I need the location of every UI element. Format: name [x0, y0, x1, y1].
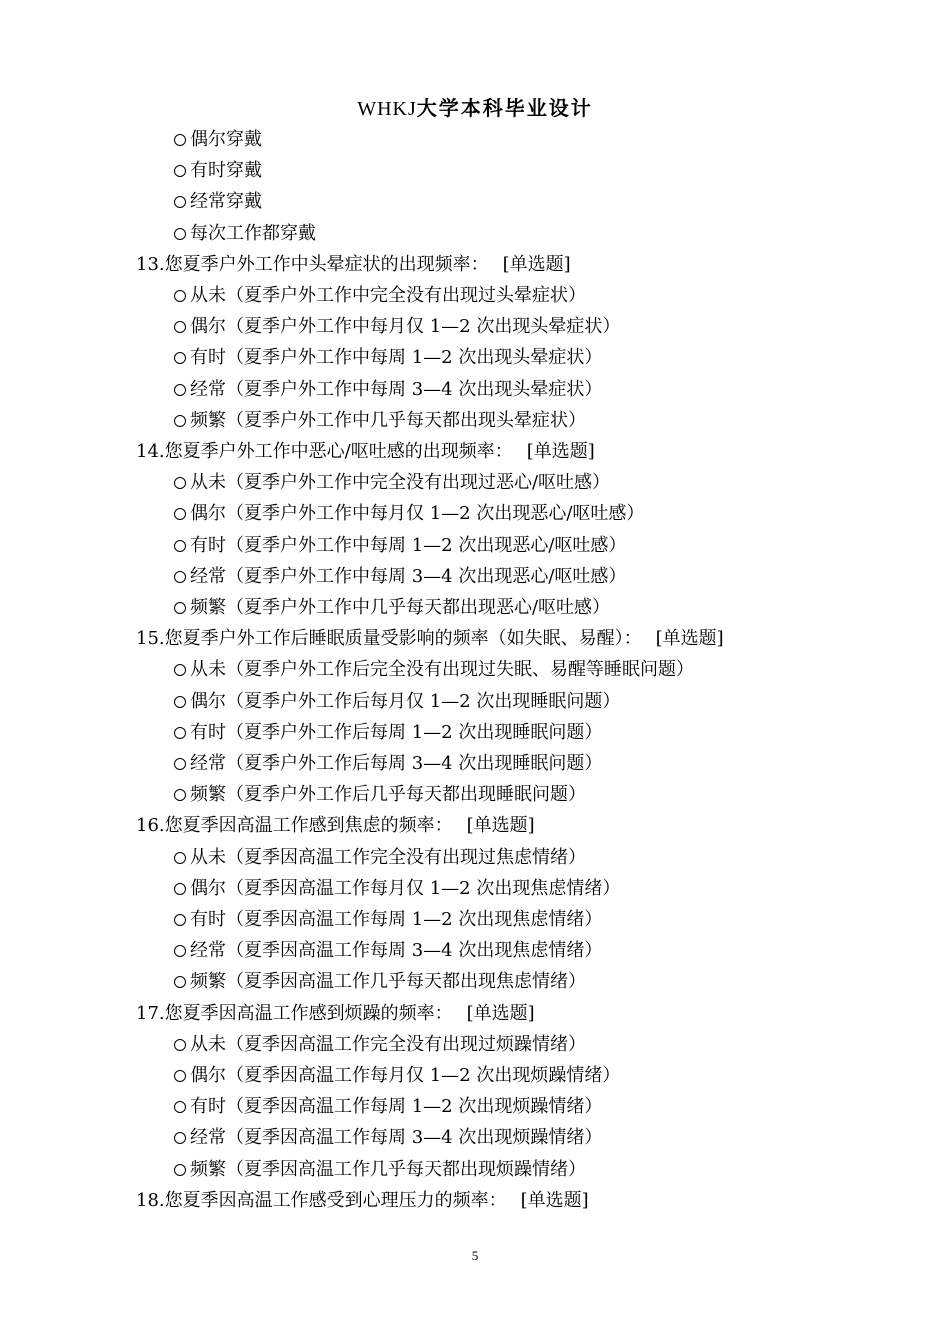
answer-option [174, 1063, 620, 1089]
option-label: 经常（夏季因高温工作每周 3—4 次出现焦虑情绪） [190, 940, 603, 962]
option-label: 每次工作都穿戴 [190, 222, 316, 244]
radio-circle-icon[interactable] [174, 477, 186, 489]
header-latin-text: WHKJ [357, 98, 417, 120]
answer-option [174, 751, 602, 777]
answer-option [174, 969, 586, 995]
page-header [0, 94, 950, 123]
option-label: 有时（夏季因高温工作每周 1—2 次出现焦虑情绪） [190, 909, 603, 930]
option-label: 有时（夏季户外工作中每周 1—2 次出现恶心/呕吐感） [190, 534, 627, 556]
answer-option [174, 470, 610, 496]
answer-option [174, 876, 620, 902]
option-label: 经常穿戴 [190, 191, 262, 213]
radio-circle-icon[interactable] [174, 945, 186, 957]
radio-circle-icon[interactable] [174, 1070, 186, 1082]
question-type-tag: [单选题] [526, 441, 595, 462]
radio-circle-icon[interactable] [174, 696, 186, 708]
answer-option [174, 127, 262, 153]
question-text [136, 813, 535, 839]
answer-option [174, 501, 644, 527]
page-number: 5 [471, 1248, 479, 1263]
radio-circle-icon[interactable] [174, 321, 186, 333]
option-label: 从未（夏季因高温工作完全没有出现过烦躁情绪） [190, 1033, 586, 1055]
option-label: 有时（夏季户外工作中每周 1—2 次出现头晕症状） [190, 347, 603, 369]
answer-option [174, 1032, 586, 1058]
question-type-tag: [单选题] [466, 815, 535, 837]
radio-circle-icon[interactable] [174, 1101, 186, 1113]
radio-circle-icon[interactable] [174, 1132, 186, 1144]
answer-option [174, 189, 262, 215]
question-label: 13.您夏季户外工作中头晕症状的出现频率： [136, 253, 489, 275]
radio-circle-icon[interactable] [174, 384, 186, 396]
radio-circle-icon[interactable] [174, 852, 186, 864]
answer-option [174, 657, 694, 683]
option-label: 频繁（夏季户外工作中几乎每天都出现恶心/呕吐感） [190, 597, 611, 618]
radio-circle-icon[interactable] [174, 602, 186, 614]
option-label: 经常（夏季户外工作后每周 3—4 次出现睡眠问题） [190, 753, 603, 774]
option-label: 频繁（夏季户外工作后几乎每天都出现睡眠问题） [190, 784, 586, 806]
option-label: 偶尔（夏季因高温工作每月仅 1—2 次出现烦躁情绪） [190, 1065, 621, 1086]
option-label: 偶尔（夏季户外工作中每月仅 1—2 次出现头晕症状） [190, 316, 621, 338]
radio-circle-icon[interactable] [174, 1039, 186, 1051]
radio-circle-icon[interactable] [174, 290, 186, 302]
radio-circle-icon[interactable] [174, 415, 186, 427]
option-label: 偶尔（夏季户外工作中每月仅 1—2 次出现恶心/呕吐感） [190, 503, 645, 525]
question-label: 15.您夏季户外工作后睡眠质量受影响的频率（如失眠、易醒）： [136, 628, 642, 650]
answer-option [174, 689, 620, 715]
option-label: 从未（夏季户外工作中完全没有出现过头晕症状） [190, 285, 586, 306]
radio-circle-icon[interactable] [174, 727, 186, 739]
option-label: 从未（夏季因高温工作完全没有出现过焦虑情绪） [190, 846, 586, 868]
answer-option [174, 1125, 602, 1151]
question-text [136, 1188, 589, 1214]
option-label: 频繁（夏季户外工作中几乎每天都出现头晕症状） [190, 409, 586, 431]
question-label: 18.您夏季因高温工作感受到心理压力的频率： [136, 1189, 507, 1211]
answer-option [174, 221, 316, 247]
option-label: 频繁（夏季因高温工作几乎每天都出现烦躁情绪） [190, 1158, 586, 1180]
radio-circle-icon[interactable] [174, 196, 186, 208]
option-label: 从未（夏季户外工作后完全没有出现过失眠、易醒等睡眠问题） [190, 659, 694, 681]
answer-option [174, 938, 602, 964]
radio-circle-icon[interactable] [174, 914, 186, 926]
radio-circle-icon[interactable] [174, 1164, 186, 1176]
answer-option [174, 845, 586, 871]
answer-option [174, 377, 602, 403]
question-type-tag: [单选题] [655, 628, 724, 650]
radio-circle-icon[interactable] [174, 165, 186, 177]
answer-option [174, 1157, 586, 1183]
radio-circle-icon[interactable] [174, 540, 186, 552]
radio-circle-icon[interactable] [174, 758, 186, 770]
answer-option [174, 595, 610, 621]
answer-option [174, 533, 626, 559]
radio-circle-icon[interactable] [174, 352, 186, 364]
option-label: 频繁（夏季因高温工作几乎每天都出现焦虑情绪） [190, 971, 586, 993]
answer-option [174, 907, 602, 933]
question-text [136, 439, 595, 465]
radio-circle-icon[interactable] [174, 664, 186, 676]
option-label: 经常（夏季户外工作中每周 3—4 次出现恶心/呕吐感） [190, 565, 627, 587]
radio-circle-icon[interactable] [174, 571, 186, 583]
radio-circle-icon[interactable] [174, 228, 186, 240]
radio-circle-icon[interactable] [174, 789, 186, 801]
answer-option [174, 283, 586, 309]
question-text [136, 252, 571, 278]
option-label: 偶尔（夏季因高温工作每月仅 1—2 次出现焦虑情绪） [190, 877, 621, 899]
question-text [136, 626, 724, 652]
radio-circle-icon[interactable] [174, 883, 186, 895]
answer-option [174, 314, 620, 340]
answer-option [174, 782, 586, 808]
option-label: 从未（夏季户外工作中完全没有出现过恶心/呕吐感） [190, 472, 611, 494]
answer-option [174, 158, 262, 184]
question-type-tag: [单选题] [466, 1002, 535, 1024]
radio-circle-icon[interactable] [174, 134, 186, 146]
option-label: 有时穿戴 [190, 160, 262, 182]
question-type-tag: [单选题] [520, 1189, 589, 1211]
option-label: 偶尔（夏季户外工作后每月仅 1—2 次出现睡眠问题） [190, 690, 621, 712]
option-label: 偶尔穿戴 [190, 129, 262, 150]
question-label: 14.您夏季户外工作中恶心/呕吐感的出现频率： [136, 441, 513, 462]
radio-circle-icon[interactable] [174, 976, 186, 988]
answer-option [174, 408, 586, 434]
answer-option [174, 720, 602, 746]
question-text [136, 1001, 535, 1027]
radio-circle-icon[interactable] [174, 508, 186, 520]
question-type-tag: [单选题] [502, 253, 571, 275]
option-label: 经常（夏季户外工作中每周 3—4 次出现头晕症状） [190, 378, 603, 400]
option-label: 有时（夏季因高温工作每周 1—2 次出现烦躁情绪） [190, 1096, 603, 1118]
option-label: 有时（夏季户外工作后每周 1—2 次出现睡眠问题） [190, 721, 603, 743]
answer-option [174, 345, 602, 371]
option-label: 经常（夏季因高温工作每周 3—4 次出现烦躁情绪） [190, 1127, 603, 1149]
question-label: 17.您夏季因高温工作感到烦躁的频率： [136, 1002, 453, 1024]
question-label: 16.您夏季因高温工作感到焦虑的频率： [136, 815, 453, 837]
answer-option [174, 1094, 602, 1120]
header-title: 大学本科毕业设计 [416, 96, 593, 120]
answer-option [174, 564, 626, 590]
